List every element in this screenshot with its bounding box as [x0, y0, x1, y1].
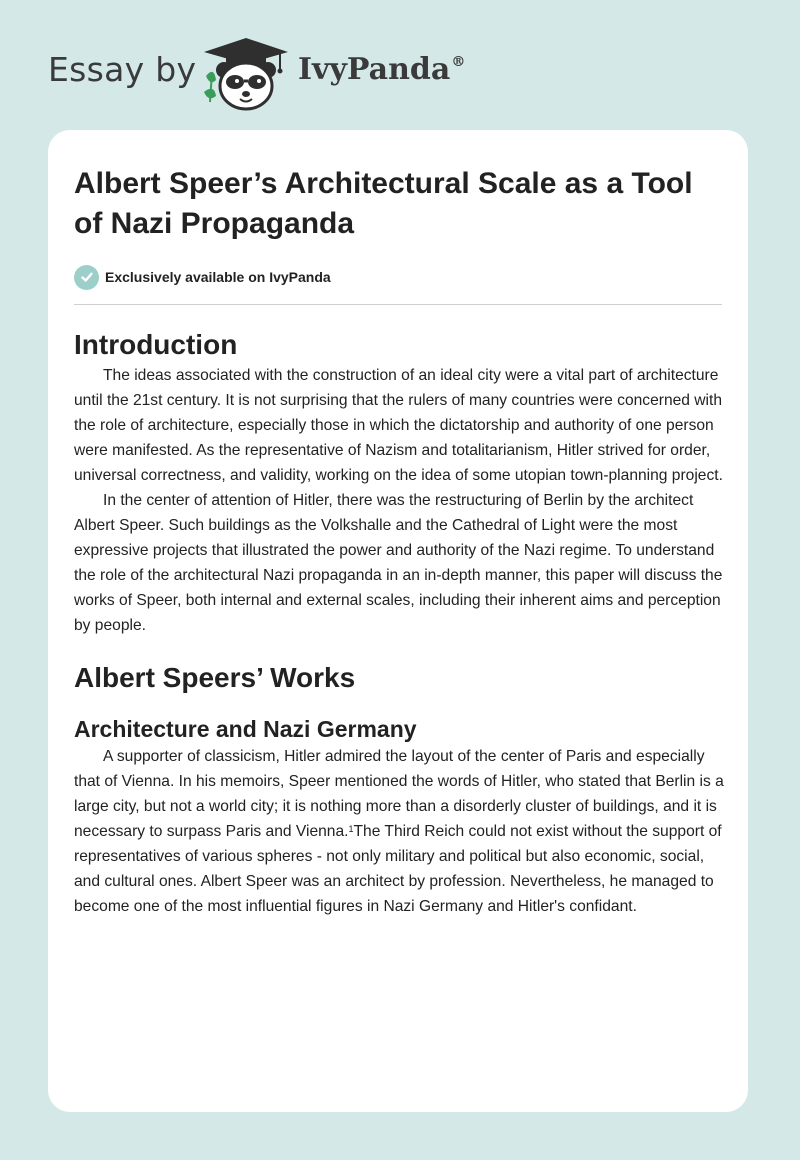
- paragraph-text-before-footnote: A supporter of classicism, Hitler admired the layout of the center of Paris and especially that of Vienna. In his memoirs, Speer mentioned the words of Hitler, who stated that Berlin is a large city, but not a world city; it is nothing more than a disorderly cluster of buildings, and it is necessary to surpass Paris and Vienna.: [74, 748, 724, 840]
- brand-logo-text[interactable]: [298, 52, 464, 87]
- exclusive-badge-text: Exclusively available on IvyPanda: [105, 269, 331, 285]
- architecture-paragraph-1: [74, 744, 724, 919]
- section-heading-works: Albert Speers’ Works: [74, 662, 356, 693]
- essay-card: [48, 130, 748, 1112]
- section-heading-introduction: Introduction: [74, 329, 238, 360]
- essay-title: Albert Speer’s Architectural Scale as a Tool of Nazi Propaganda: [74, 167, 693, 240]
- exclusive-badge: [74, 264, 722, 290]
- introduction-paragraph-2: In the center of attention of Hitler, there was the restructuring of Berlin by the architect Albert Speer. Such buildings as the Volkshalle and the Cathedral of Light were the most expressive projects that illustrated the power and authority of the Nazi regime. To understand the role of the architectural Nazi propaganda in an in-depth manner, this paper will discuss the works of Speer, both internal and external scales, including their inherent aims and perception by people.: [74, 492, 723, 634]
- check-icon: [74, 265, 99, 290]
- subsection-heading-architecture: Architecture and Nazi Germany: [74, 716, 417, 742]
- introduction-paragraph-1: The ideas associated with the construction of an ideal city were a vital part of architecture until the 21st century. It is not surprising that the rulers of many countries were concerned with the role of architecture, especially those in which the dictatorship and authority of one person were manifested. As the representative of Nazism and totalitarianism, Hitler strived for order, universal correctness, and validity, working on the idea of some utopian town-planning project.: [74, 367, 723, 484]
- footnote-marker[interactable]: 1: [348, 824, 354, 834]
- registered-mark: ®: [451, 54, 466, 70]
- title-divider: [74, 304, 722, 305]
- brand-name: IvyPanda: [298, 52, 451, 87]
- site-header: [0, 0, 800, 130]
- paragraph-text-after-footnote: The Third Reich could not exist without the support of representatives of various spheres - not only military and political but also economic, social, and cultural ones. Albert Speer was an architect by profession. Nevertheless, he managed to become one of the most influential figures in Nazi Germany and Hitler's confidant.: [74, 823, 722, 915]
- panda-graduate-icon[interactable]: [200, 36, 292, 112]
- essay-by-label: Essay by: [48, 50, 197, 89]
